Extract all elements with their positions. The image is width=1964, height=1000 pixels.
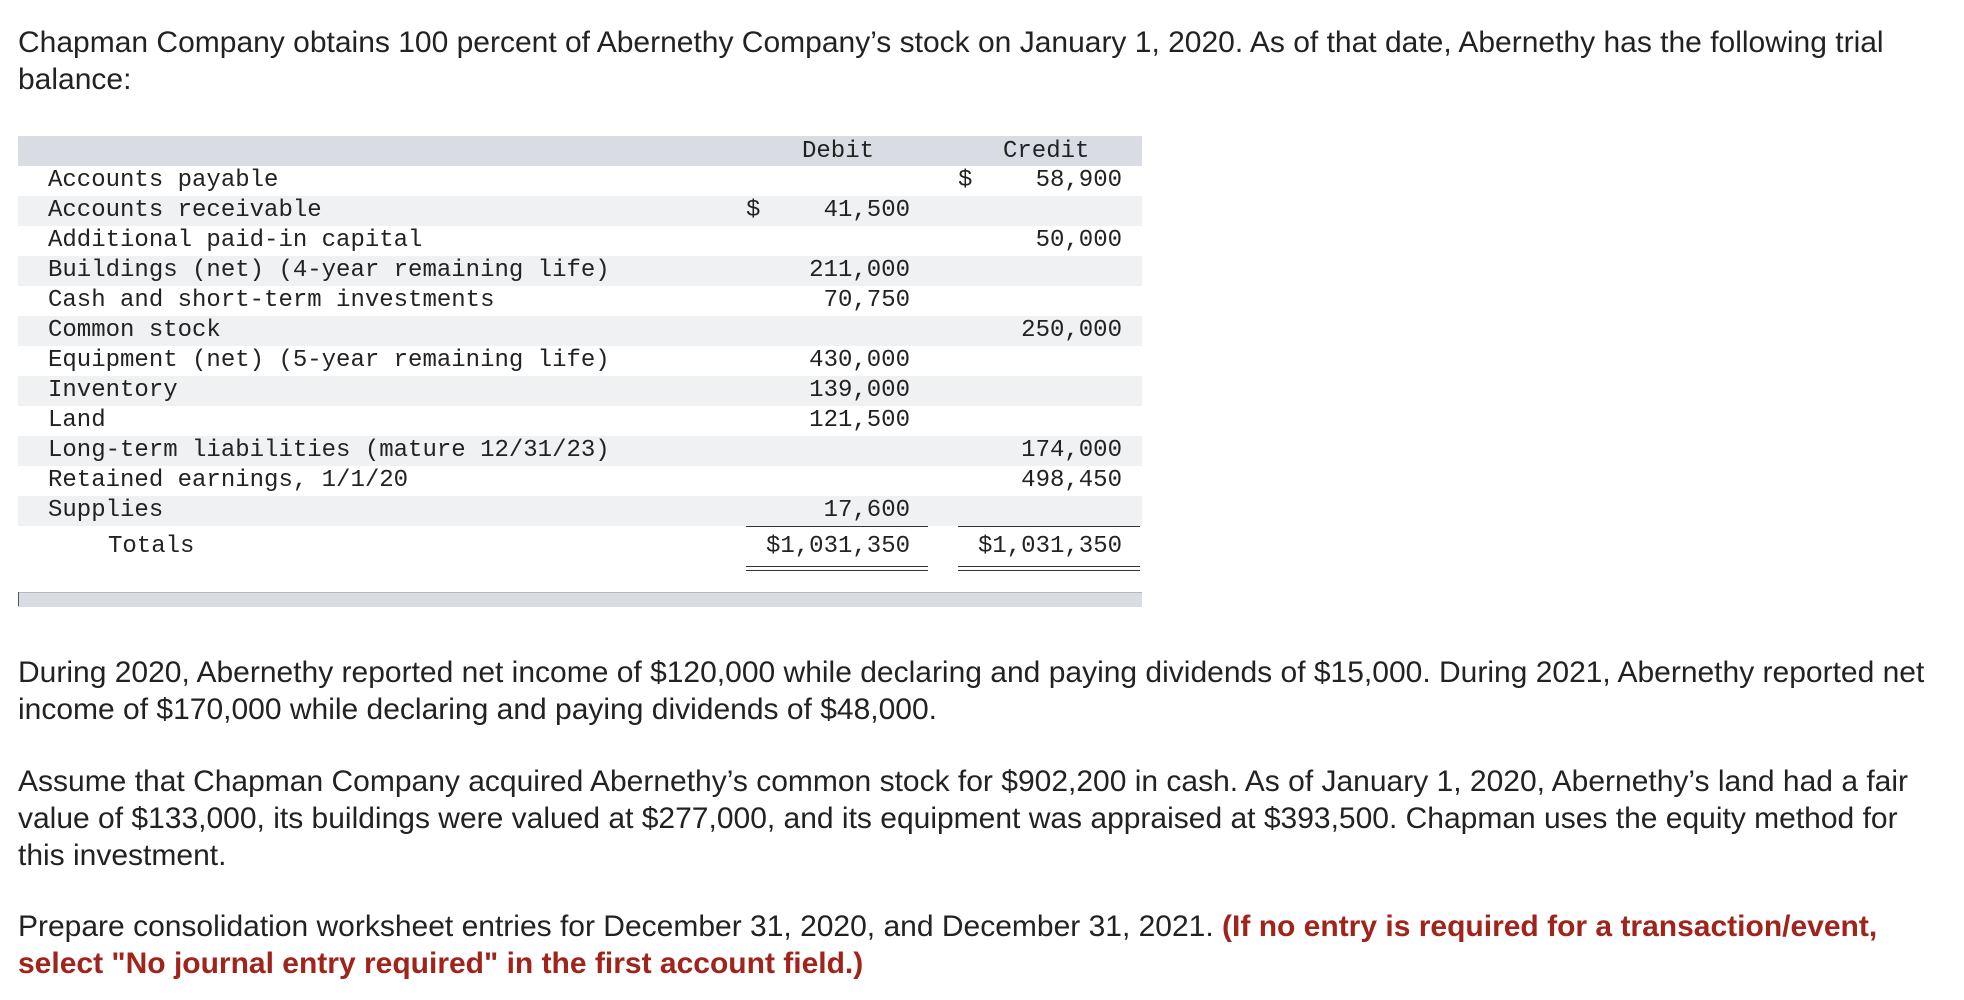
debit-amount: 430,000 [809, 347, 910, 374]
debit-amount: 41,500 [823, 197, 910, 224]
credit-amount: 498,450 [1021, 467, 1122, 494]
account-name: Retained earnings, 1/1/20 [48, 467, 409, 494]
account-name: Cash and short-term investments [48, 287, 495, 314]
debit-amount: 211,000 [809, 257, 910, 284]
credit-total-double-rule [958, 566, 1140, 571]
table-footer-bar [18, 592, 1142, 607]
debit-currency-sign: $ [746, 197, 761, 224]
account-name: Accounts payable [48, 167, 279, 194]
totals-debit: $1,031,350 [765, 533, 910, 560]
account-name: Equipment (net) (5-year remaining life) [48, 347, 610, 374]
assumption-paragraph: Assume that Chapman Company acquired Abernethy’s common stock for $902,200 in cash. As of January 1, 2020, Abernethy’s land had a fair value of $133,000, its buildings were valued at $277,000, and its equipment was appraised at $393,500. Chapman uses the equity method for this investment. [18, 765, 1909, 872]
credit-amount: 50,000 [1035, 227, 1122, 254]
table-row [18, 406, 1142, 436]
table-row [18, 166, 1142, 196]
debit-total-double-rule [746, 566, 928, 571]
table-row [18, 346, 1142, 376]
instruction-text: Prepare consolidation worksheet entries for December 31, 2020, and December 31, 2021. [18, 910, 1214, 943]
account-name: Buildings (net) (4-year remaining life) [48, 257, 610, 284]
credit-header: Credit [1003, 138, 1090, 165]
credit-amount: 58,900 [1035, 167, 1122, 194]
credit-amount: 174,000 [1021, 437, 1122, 464]
intro-paragraph: Chapman Company obtains 100 percent of Abernethy Company’s stock on January 1, 2020. As of that date, Abernethy has the following trial balance: [18, 26, 1884, 96]
table-row [18, 466, 1142, 496]
table-header [18, 136, 1142, 166]
table-row [18, 226, 1142, 256]
totals-row [18, 532, 1142, 562]
table-row [18, 496, 1142, 526]
totals-label: Totals [108, 533, 195, 560]
credit-amount: 250,000 [1021, 317, 1122, 344]
account-name: Accounts receivable [48, 197, 322, 224]
table-row [18, 256, 1142, 286]
account-name: Long-term liabilities (mature 12/31/23) [48, 437, 610, 464]
credit-currency-sign: $ [958, 167, 973, 194]
debit-amount: 139,000 [809, 377, 910, 404]
debit-amount: 17,600 [823, 497, 910, 524]
debit-amount: 70,750 [823, 287, 910, 314]
trial-balance-table [18, 136, 1142, 606]
table-row [18, 286, 1142, 316]
debit-header: Debit [802, 138, 875, 165]
totals-credit: $1,031,350 [977, 533, 1122, 560]
income-paragraph: During 2020, Abernethy reported net income of $120,000 while declaring and paying dividends of $15,000. During 2021, Abernethy reported net income of $170,000 while declaring and paying dividends of $48,000. [18, 656, 1925, 726]
instruction-note: (If no entry is required for a transaction/event, select "No journal entry required" in the first account field.) [18, 910, 1878, 980]
credit-subtotal-rule [958, 526, 1140, 527]
account-name: Supplies [48, 497, 164, 524]
instruction-paragraph [18, 908, 1938, 982]
table-row [18, 376, 1142, 406]
table-row [18, 316, 1142, 346]
table-footer-tick [18, 592, 19, 606]
debit-subtotal-rule [746, 526, 928, 527]
account-name: Additional paid-in capital [48, 227, 423, 254]
account-name: Inventory [48, 377, 178, 404]
table-row [18, 436, 1142, 466]
account-name: Common stock [48, 317, 221, 344]
table-row [18, 196, 1142, 226]
account-name: Land [48, 407, 106, 434]
debit-amount: 121,500 [809, 407, 910, 434]
